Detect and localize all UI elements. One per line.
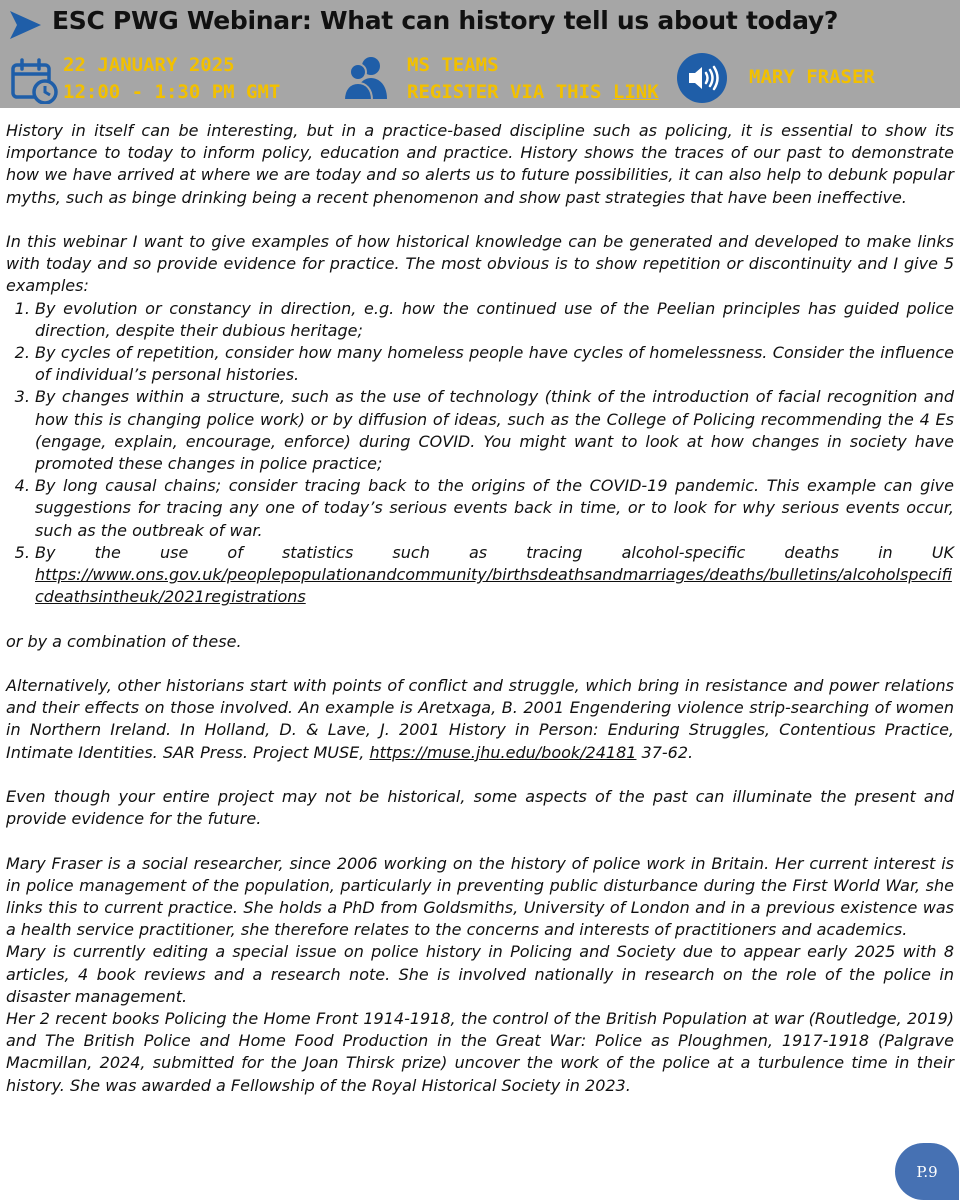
examples-intro: In this webinar I want to give examples of how historical knowledge can be generated and developed to make links with today and so provide evidence for practice. The most obvious is to show repetition or discontinuity and I give 5 examples:	[6, 232, 954, 296]
people-icon	[343, 55, 389, 101]
event-date: 22 JANUARY 2025	[63, 54, 235, 76]
header-banner	[0, 0, 960, 108]
closing-paragraph: Even though your entire project may not be historical, some aspects of the past can illuminate the present and provide evidence for the future.	[6, 787, 954, 829]
list-item: 3. By changes within a structure, such as the use of technology (think of the introduction of facial recognition and how this is changing police work) or by diffusion of ideas, such as the College of Policing recommending the 4 Es (engage, explain, encourage, enforce) during COVID. You might want to look at how changes in society have promoted these changes in police practice;	[35, 386, 954, 475]
triangle-arrow-icon	[8, 10, 42, 40]
calendar-clock-icon	[10, 58, 58, 104]
alternative-text: Alternatively, other historians start with points of conflict and struggle, which bring in resistance and power relations and their effects on those involved. An example is Aretxaga, B. 2001 Engendering violence strip-searching of women in Northern Ireland. In Holland, D. & Lave, J. 2001 History in Person: Enduring Struggles, Contentious Practice, Intimate Identities. SAR Press. Project MUSE,	[6, 676, 954, 762]
alternative-paragraph	[6, 675, 954, 764]
ons-statistics-link[interactable]: https://www.ons.gov.uk/peoplepopulationandcommunity/birthsdeathsandmarriages/deaths/bulletins/alcoholspecificdeathsintheuk/2021registrations	[35, 565, 952, 607]
event-time: 12:00 - 1:30 PM GMT	[63, 81, 281, 103]
event-platform	[407, 52, 659, 106]
list-item: 1. By evolution or constancy in direction, e.g. how the continued use of the Peelian principles has guided police direction, despite their dubious heritage;	[35, 298, 954, 342]
bio-paragraph-3: Her 2 recent books Policing the Home Front 1914-1918, the control of the British Population at war (Routledge, 2019) and The British Police and Home Food Production in the Great War: Police as Ploughmen, 1917-1918 (Palgrave Macmillan, 2024, submitted for the Joan Thirsk prize) uncover the work of the police at a turbulence time in their history. She was awarded a Fellowship of the Royal Historical Society in 2023.	[6, 1009, 954, 1095]
bio-paragraph-1: Mary Fraser is a social researcher, since 2006 working on the history of police work in Britain. Her current interest is in police management of the population, particularly in preventing public disturbance during the First World War, she links this to current practice. She holds a PhD from Goldsmiths, University of London and in a previous existence was a health service practitioner, she therefore relates to the concerns and interests of practitioners and academics.	[6, 853, 954, 940]
register-line	[407, 79, 659, 106]
list-item: 4. By long causal chains; consider tracing back to the origins of the COVID-19 pandemic. This example can give suggestions for tracing any one of today’s serious events back in time, or to look for why serious events occur, such as the outbreak of war.	[35, 475, 954, 542]
alternative-pages: 37-62.	[636, 742, 694, 762]
webinar-description	[6, 120, 954, 1097]
speaker-icon	[676, 52, 728, 104]
event-date-time	[63, 52, 280, 106]
intro-paragraph: History in itself can be interesting, but in a practice-based discipline such as policing, it is essential to show its importance to today to inform policy, education and practice. History shows the traces of our past to demonstrate how we have arrived at where we are today and so alerts us to future possibilities, it can also help to debunk popular myths, such as binge drinking being a recent phenomenon and show past strategies that have been ineffective.	[6, 121, 954, 207]
muse-link[interactable]: https://muse.jhu.edu/book/24181	[369, 742, 637, 762]
webinar-title: ESC PWG Webinar: What can history tell us about today?	[52, 6, 839, 35]
examples-list	[6, 298, 954, 609]
page-number-badge	[895, 1143, 959, 1200]
list-item: 2. By cycles of repetition, consider how many homeless people have cycles of homelessness. Consider the influence of individual’s personal histories.	[35, 342, 954, 386]
page-number: P.9	[916, 1162, 938, 1181]
list-item	[35, 542, 954, 609]
combination-text: or by a combination of these.	[6, 631, 242, 651]
bio-paragraph-2: Mary is currently editing a special issue on police history in Policing and Society due to appear early 2025 with 8 articles, 4 book reviews and a research note. She is involved nationally in research on the role of the police in disaster management.	[6, 942, 954, 1006]
register-text: REGISTER VIA THIS	[407, 81, 613, 103]
example5-text: 5. By the use of statistics such as tracing alcohol-specific deaths in UK	[35, 542, 954, 562]
platform-name: MS TEAMS	[407, 54, 499, 76]
register-link[interactable]: LINK	[612, 81, 659, 103]
speaker-name: MARY FRASER	[749, 66, 875, 88]
